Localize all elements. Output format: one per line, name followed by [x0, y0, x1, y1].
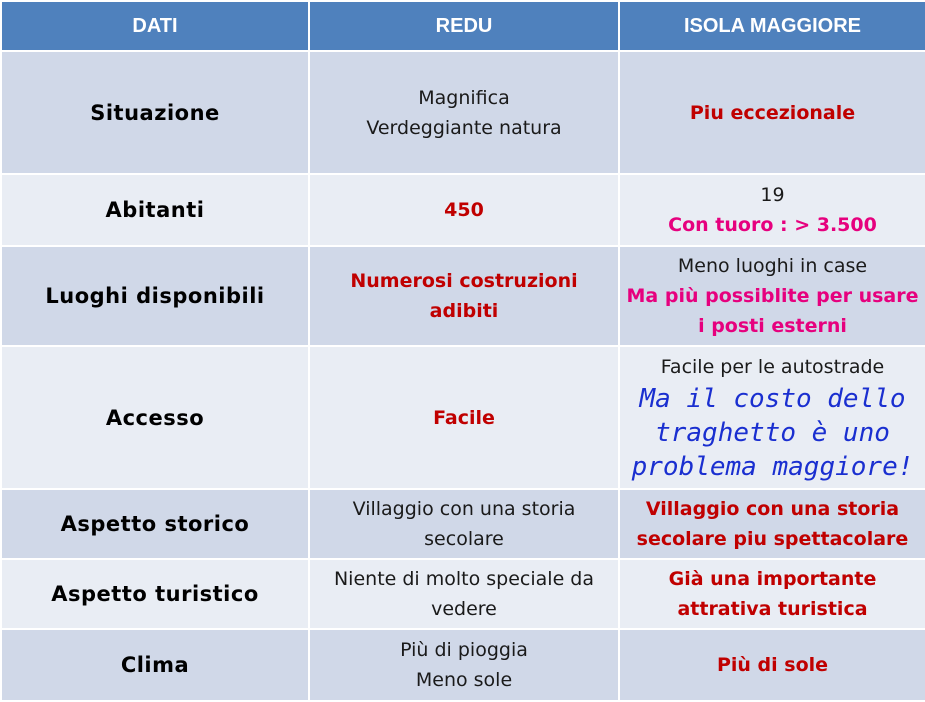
- row-label: Situazione: [1, 51, 309, 174]
- isola-cell: [619, 489, 925, 559]
- row-clima: [1, 629, 925, 701]
- header-redu: REDU: [309, 1, 619, 51]
- isola-line: Villaggio con una storia: [645, 498, 900, 520]
- row-abitanti: [1, 174, 925, 246]
- handwritten-note-line: traghetto è uno: [655, 417, 890, 448]
- redu-line: Più di pioggia: [400, 639, 528, 661]
- isola-line: Più di sole: [716, 654, 829, 676]
- isola-cell: [619, 51, 925, 174]
- row-label: Aspetto storico: [1, 489, 309, 559]
- redu-line: Meno sole: [415, 669, 513, 691]
- isola-line: Facile per le autostrade: [660, 355, 885, 378]
- row-aspetto-storico: [1, 489, 925, 559]
- isola-line: secolare piu spettacolare: [636, 528, 909, 550]
- redu-line: Villaggio con una storia: [352, 498, 576, 520]
- isola-cell: [619, 559, 925, 629]
- redu-cell: [309, 51, 619, 174]
- redu-cell: [309, 174, 619, 246]
- redu-cell: [309, 559, 619, 629]
- isola-line: Già una importante: [668, 568, 877, 590]
- row-aspetto-turistico: [1, 559, 925, 629]
- redu-line: Magnifica: [418, 86, 510, 109]
- redu-line: adibiti: [429, 300, 499, 322]
- isola-line: i posti esterni: [698, 315, 847, 337]
- isola-line: 19: [760, 184, 785, 206]
- isola-cell: [619, 629, 925, 701]
- redu-cell: [309, 346, 619, 489]
- isola-line: Ma più possiblite per usare: [626, 285, 919, 307]
- isola-line: attrativa turistica: [677, 598, 868, 620]
- redu-line: 450: [444, 199, 484, 221]
- redu-cell: [309, 489, 619, 559]
- row-accesso: [1, 346, 925, 489]
- row-label: Luoghi disponibili: [1, 246, 309, 346]
- redu-cell: [309, 629, 619, 701]
- redu-line: Verdeggiante natura: [366, 116, 562, 139]
- row-label: Abitanti: [1, 174, 309, 246]
- redu-cell: [309, 246, 619, 346]
- redu-line: vedere: [431, 598, 497, 620]
- header-dati: DATI: [1, 1, 309, 51]
- row-label: Aspetto turistico: [1, 559, 309, 629]
- redu-line: Niente di molto speciale da: [333, 568, 595, 590]
- row-luoghi-disponibili: [1, 246, 925, 346]
- header-row: [1, 1, 925, 51]
- handwritten-note-line: problema maggiore!: [631, 451, 914, 482]
- header-isola-maggiore: ISOLA MAGGIORE: [619, 1, 925, 51]
- row-label: Accesso: [1, 346, 309, 489]
- row-situazione: [1, 51, 925, 174]
- isola-line: Piu eccezionale: [689, 101, 856, 124]
- isola-line: Meno luoghi in case: [677, 255, 868, 277]
- redu-line: Facile: [433, 406, 495, 429]
- redu-line: Numerosi costruzioni: [350, 270, 578, 292]
- isola-cell: [619, 174, 925, 246]
- isola-cell: [619, 246, 925, 346]
- isola-line: Con tuoro : > 3.500: [668, 214, 877, 236]
- redu-line: secolare: [424, 528, 504, 550]
- row-label: Clima: [1, 629, 309, 701]
- handwritten-note-line: Ma il costo dello: [639, 383, 906, 414]
- isola-cell: [619, 346, 925, 489]
